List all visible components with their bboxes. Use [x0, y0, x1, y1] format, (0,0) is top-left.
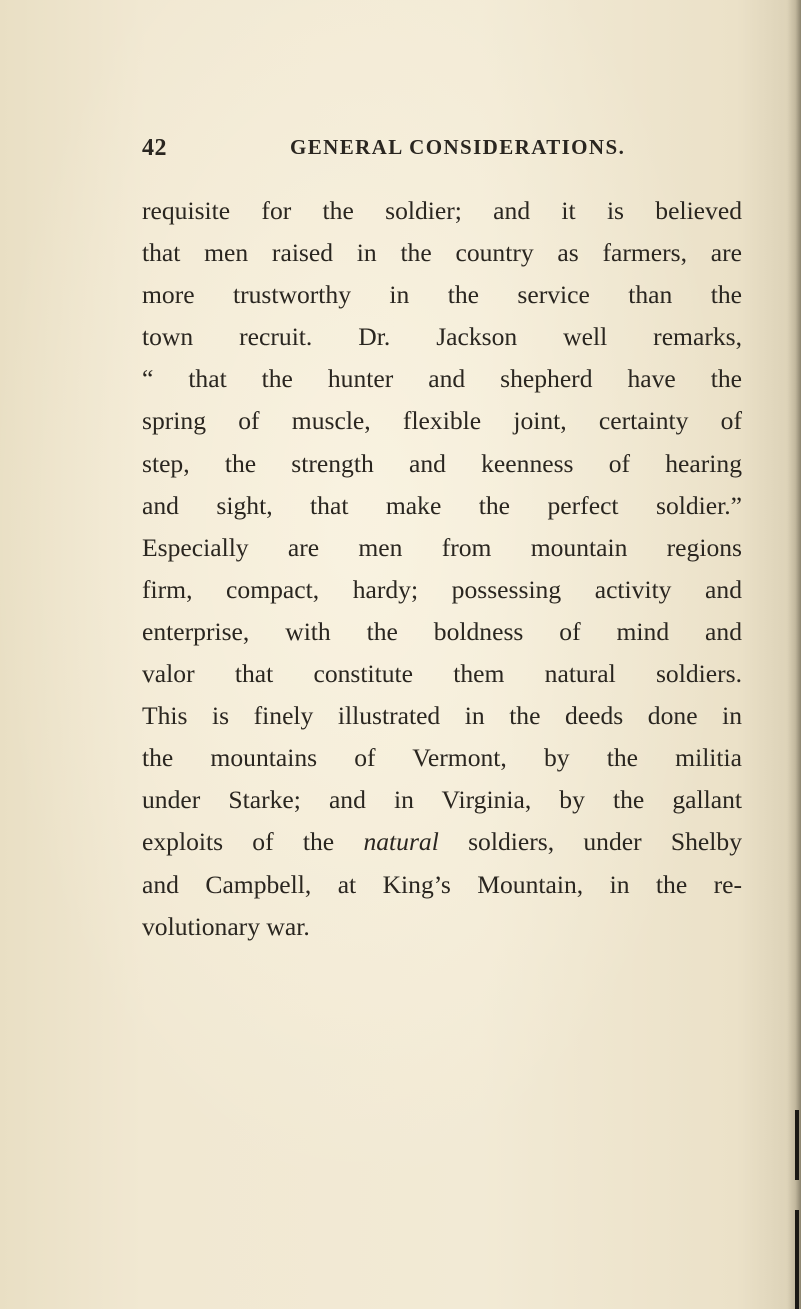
text-line: and Campbell, at King’s Mountain, in the re- [142, 869, 742, 899]
italic-emphasis: natural [363, 827, 439, 857]
page-edge-mark [795, 1110, 799, 1180]
text-line: “ that the hunter and shepherd have the [142, 364, 742, 394]
body-paragraph [142, 190, 742, 948]
text-line: enterprise, with the boldness of mind and [142, 616, 742, 646]
page-number: 42 [142, 135, 167, 161]
text-line [142, 821, 742, 863]
page-edge-mark [795, 1210, 799, 1309]
text-segment: soldiers, under Shelby [438, 827, 742, 857]
text-line: firm, compact, hardy; possessing activity and [142, 574, 742, 604]
text-line: town recruit. Dr. Jackson well remarks, [142, 322, 742, 352]
text-line: volutionary war. [142, 911, 310, 941]
text-line: step, the strength and keenness of hearing [142, 448, 742, 478]
text-line: This is finely illustrated in the deeds done in [142, 701, 742, 731]
text-line: requisite for the soldier; and it is believed [142, 196, 742, 225]
page-header [142, 135, 626, 165]
text-line: more trustworthy in the service than the [142, 280, 742, 310]
text-line: under Starke; and in Virginia, by the gallant [142, 785, 742, 815]
text-line: valor that constitute them natural soldiers. [142, 659, 742, 689]
text-line: and sight, that make the perfect soldier.” [142, 490, 742, 520]
text-line: the mountains of Vermont, by the militia [142, 743, 742, 773]
text-segment: exploits of the [142, 827, 364, 857]
text-line: Especially are men from mountain regions [142, 532, 742, 562]
running-head: GENERAL CONSIDERATIONS. [290, 135, 626, 159]
text-line: spring of muscle, flexible joint, certainty of [142, 406, 742, 436]
text-line: that men raised in the country as farmers, are [142, 238, 742, 268]
